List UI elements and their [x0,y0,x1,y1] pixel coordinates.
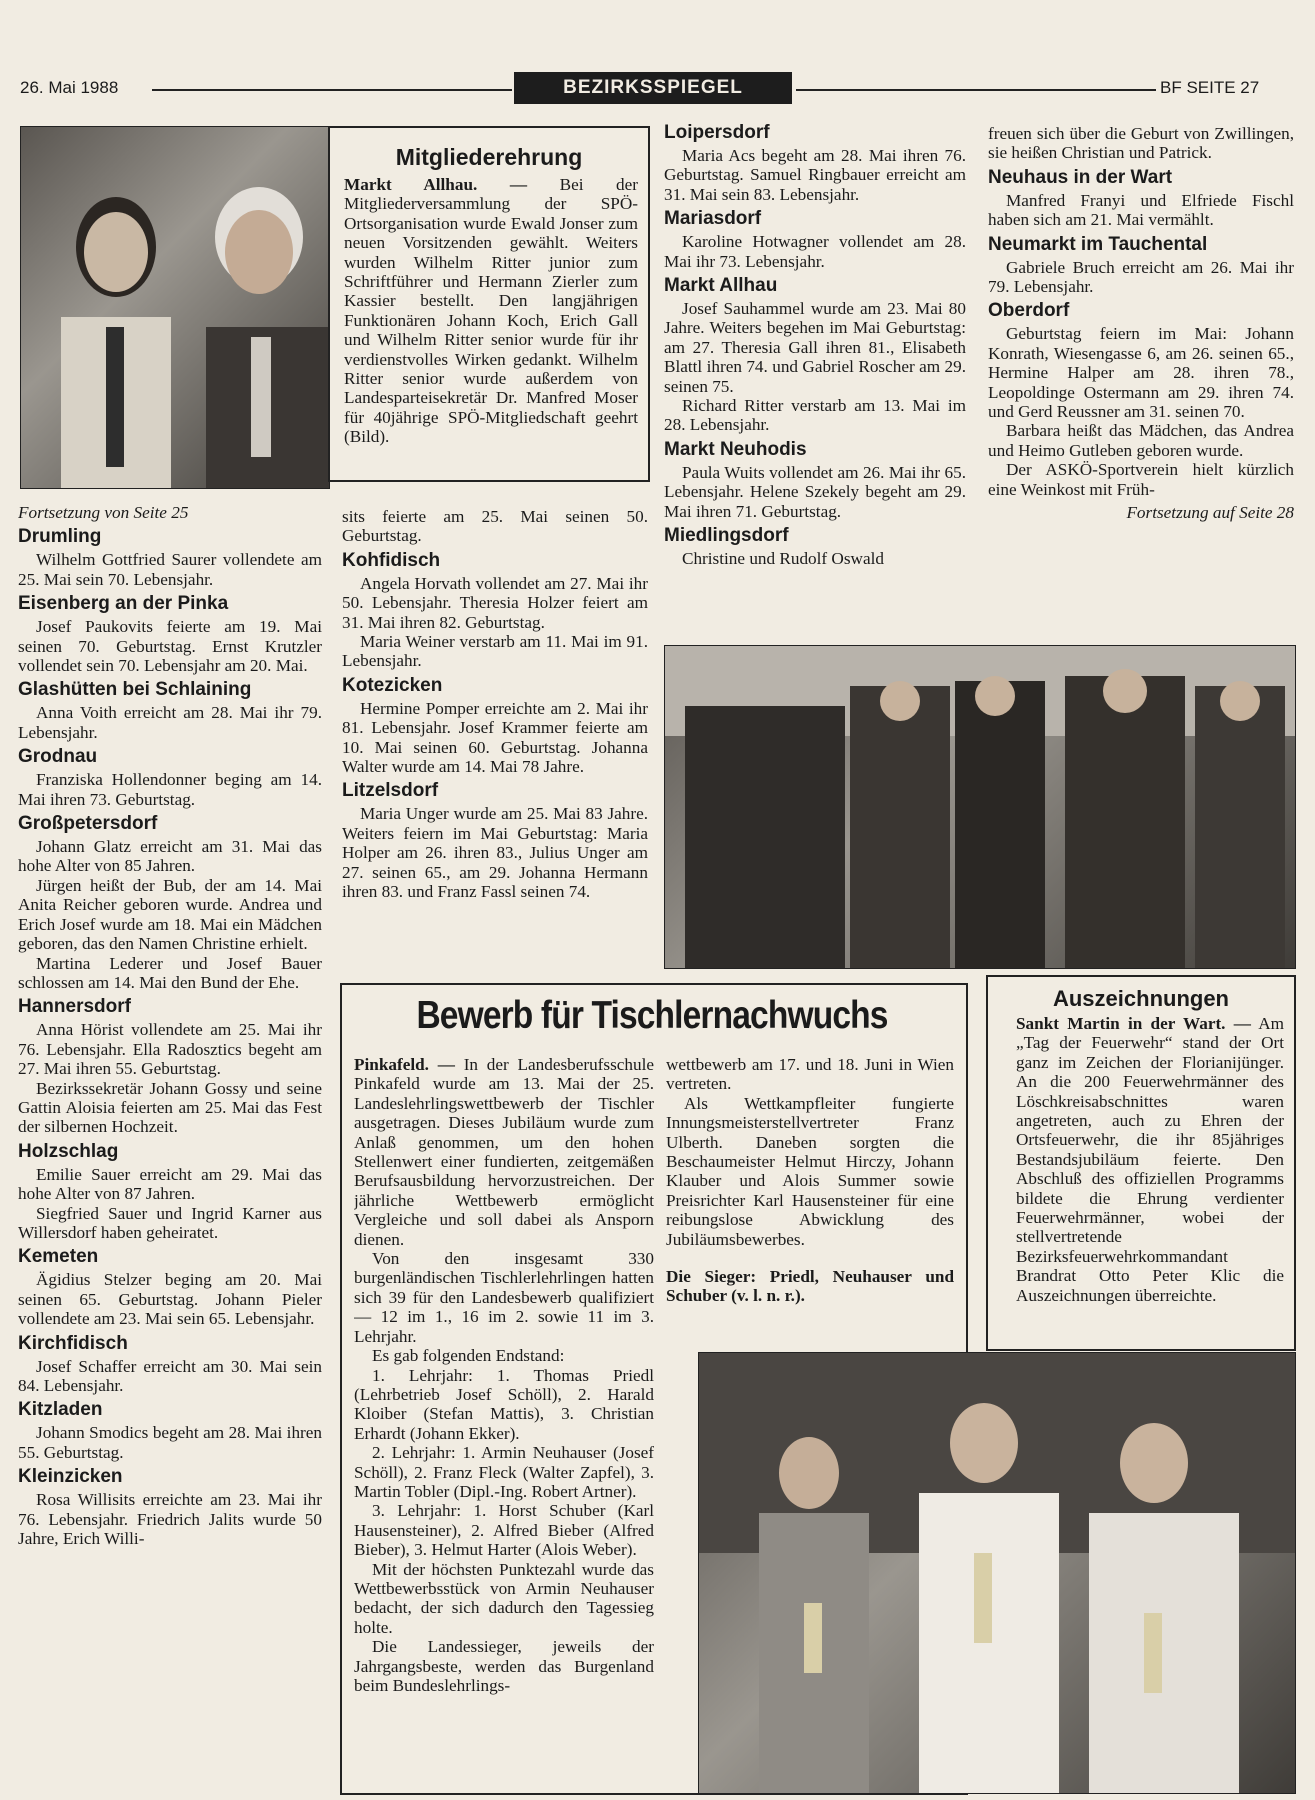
col1-heading: Kleinzicken [18,1466,123,1488]
col4-intro: freuen sich über die Geburt von Zwillingen, sie heißen Christian und Patrick. [988,124,1294,163]
col3-heading: Markt Neuhodis [664,438,807,460]
bewerb-col-b-body [666,1055,954,1249]
col3-paragraph: Christine und Rudolf Oswald [682,549,884,569]
col2-paragraph: Maria Weiner verstarb am 11. Mai im 91. Lebensjahr. [342,632,648,671]
section-banner: BEZIRKSSPIEGEL [514,72,792,104]
col1-paragraph: Johann Glatz erreicht am 31. Mai das hohe Alter von 85 Jahren. [18,837,322,876]
col2-heading: Kotezicken [342,674,443,696]
photo-firefighters [664,645,1296,969]
mitgliederehrung-body: Bei der Mitgliederversammlung der SPÖ-Ortsorganisation wurde Ewald Jonser zum neuen Vorsitzenden gewählt. Weiters wurden Wilhelm Ritter junior zum Schriftführer und Hermann Zierler zum Kassier bestellt. Den langjährigen Funktionären Johann Koch, Erich Gall und Wilhelm Ritter senior wurde für ihr verdienstvolles Wirken gedankt. Wilhelm Ritter senior wurde außerdem von Landesparteisekretär Dr. Manfred Moser für 40jährige SPÖ-Mitgliedschaft geehrt (Bild). [344,175,638,447]
column-3 [664,118,966,634]
col1-body [18,526,322,1548]
col1-heading: Großpetersdorf [18,813,158,835]
col1-paragraph: Anna Hörist vollendete am 25. Mai ihr 76. Lebensjahr. Ella Radosztics begeht am 27. Mai ihren 55. Geburtstag. [18,1020,322,1079]
col3-paragraph: Karoline Hotwagner vollendet am 28. Mai ihr 73. Lebensjahr. [664,232,966,271]
col4-paragraph: Gabriele Bruch erreicht am 26. Mai ihr 79. Lebensjahr. [988,257,1294,297]
auszeichnungen-text [988,1012,1294,1305]
col2-paragraph: Maria Unger wurde am 25. Mai 83 Jahre. Weiters feiern im Mai Geburtstag: Maria Holper am 26. ihren 83., Julius Unger am 27. seinen 65., am 29. Johanna Hermann ihren 83. und Franz Fassl seinen 74. [342,804,648,902]
column-2 [342,507,648,977]
col4-paragraph: Geburtstag feiern im Mai: Johann Konrath, Wiesengasse 6, am 26. seinen 65., Hermine Halper am 28. ihren 78., Leopoldinge Ostermann am 29. ihren 74. und Gerd Reussner am 31. seinen 70. [988,324,1294,422]
col2-paragraph: Hermine Pomper erreichte am 2. Mai ihr 81. Lebensjahr. Josef Krammer feierte am 10. Mai seinen 60. Geburtstag. Johanna Walter wurde am 14. Mai 78 Jahre. [342,698,648,777]
bewerb-title: Bewerb für Tischlernachwuchs [416,994,888,1037]
col1-heading: Grodnau [18,746,98,768]
bewerb-col-b-paragraph: wettbewerb am 17. und 18. Juni in Wien vertreten. [666,1055,954,1094]
col1-paragraph: Ägidius Stelzer beging am 20. Mai seinen 65. Geburtstag. Johann Pieler vollendete am 23. Mai sein 65. Lebensjahr. [18,1270,322,1329]
header-page: BF SEITE 27 [1160,78,1260,97]
bewerb-col-b-paragraph: Als Wettkampfleiter fungierte Innungsmeisterstellvertreter Franz Ulberth. Daneben sorgten die Beschaumeister Helmut Hirczy, Johann Klauber und Alois Summer sowie Preisrichter Karl Hausensteiner für eine reibungslose Abwicklung des Jubiläumsbewerbes. [666,1093,954,1249]
header-rule-right [796,89,1156,91]
col1-paragraph: Anna Voith erreicht am 28. Mai ihr 79. Lebensjahr. [18,703,322,742]
auszeichnungen-body: Am „Tag der Feuerwehr“ stand der Ort ganz im Zeichen der Florianijünger. An die 200 Feuerwehrmänner des Löschkreisabschnittes waren angetreten, auch zu Ehren der Ortsfeuerwehr, die ihr 85jähriges Bestandsjubiläum feierte. Den Abschluß des offiziellen Programms bildete die Ehrung verdienter Feuerwehrmänner, wobei der stellvertretende Bezirksfeuerwehrkommandant Brandrat Otto Peter Klic die Auszeichnungen überreichte. [1016,1014,1284,1305]
col1-paragraph: Franziska Hollendonner beging am 14. Mai ihren 73. Geburtstag. [18,770,322,809]
auszeichnungen-title: Auszeichnungen [1052,986,1229,1011]
col3-paragraph: Richard Ritter verstarb am 13. Mai im 28. Lebensjahr. [664,396,966,435]
bewerb-col-a [354,1055,654,1785]
col4-heading: Neumarkt im Tauchental [988,233,1208,255]
col1-paragraph: Josef Schaffer erreicht am 30. Mai sein 84. Lebensjahr. [18,1356,322,1395]
mitgliederehrung-title: Mitgliederehrung [395,144,583,170]
bewerb-col-a-body [354,1055,654,1695]
mitgliederehrung-text [330,171,648,447]
col4-heading: Oberdorf [988,300,1070,322]
bewerb-caption: Die Sieger: Priedl, Neuhauser und Schuber (v. l. n. r.). [666,1267,954,1306]
col1-heading: Kitzladen [18,1399,103,1421]
col1-heading: Drumling [18,526,102,548]
photo-trophy-winners [698,1352,1296,1794]
col1-paragraph: Jürgen heißt der Bub, der am 14. Mai Anita Reicher geboren wurde. Andrea und Erich Josef wurde am 18. Mai ein Mädchen geboren, das den Namen Christine erhielt. [18,875,322,954]
column-1 [18,503,322,1793]
col1-heading: Kirchfidisch [18,1332,128,1354]
mitgliederehrung-box [328,126,650,482]
bewerb-col-a-paragraph: 1. Lehrjahr: 1. Thomas Priedl (Lehrbetrieb Josef Schöll), 2. Harald Kloiber (Stefan Mattis), 3. Christian Erhardt (Johann Ekker). [354,1365,654,1443]
col1-paragraph: Emilie Sauer erreicht am 29. Mai das hohe Alter von 87 Jahren. [18,1164,322,1204]
auszeichnungen-box [986,975,1296,1351]
header-date: 26. Mai 1988 [20,78,119,97]
bewerb-col-a-lead: Pinkafeld. — [354,1055,455,1074]
bewerb-col-a-paragraph: Von den insgesamt 330 burgenländischen Tischlerlehrlingen hatten sich 39 für den Landesbewerb qualifiziert — 12 im 1., 16 im 2. sowie 11 im 3. Lehrjahr. [354,1249,654,1346]
bewerb-col-a-paragraph: 2. Lehrjahr: 1. Armin Neuhauser (Josef Schöll), 2. Franz Fleck (Walter Zapfel), 3. Martin Tobler (Dipl.-Ing. Robert Artner). [354,1443,654,1501]
col4-paragraph: Der ASKÖ-Sportverein hielt kürzlich eine Weinkost mit Früh- [988,460,1294,499]
bewerb-col-b [666,1055,954,1306]
bewerb-col-a-paragraph: 3. Lehrjahr: 1. Horst Schuber (Karl Hausensteiner), 2. Alfred Bieber (Alfred Bieber), 3. Helmut Harter (Alois Weber). [354,1501,654,1560]
col3-heading: Loipersdorf [664,122,770,143]
col3-paragraph: Maria Acs begeht am 28. Mai ihren 76. Geburtstag. Samuel Ringbauer erreicht am 31. Mai sein 83. Lebensjahr. [664,146,966,204]
photo-two-men-graphic [21,127,329,488]
mitgliederehrung-lead: Markt Allhau. — [344,175,528,194]
col1-heading: Holzschlag [18,1140,119,1162]
col4-body [988,167,1294,499]
col4-continued-note: Fortsetzung auf Seite 28 [1126,503,1294,523]
col1-paragraph: Martina Lederer und Josef Bauer schlossen am 14. Mai den Bund der Ehe. [18,953,322,992]
col1-paragraph: Rosa Willisits erreichte am 23. Mai ihr 76. Lebensjahr. Friedrich Jalits wurde 50 Jahre, Erich Willi- [18,1490,322,1549]
bewerb-col-a-paragraph: Mit der höchsten Punktezahl wurde das Wettbewerbsstück von Armin Neuhauser bedacht, der sich dadurch den Tagessieg holte. [354,1559,654,1637]
col1-continued-note: Fortsetzung von Seite 25 [18,503,189,522]
col1-paragraph: Johann Smodics begeht am 28. Mai ihren 55. Geburtstag. [18,1423,322,1462]
col1-paragraph: Bezirkssekretär Johann Gossy und seine Gattin Aloisia feierten am 25. Mai das Fest der silbernen Hochzeit. [18,1078,322,1137]
photo-firefighters-graphic [665,646,1295,968]
col3-heading: Miedlingsdorf [664,525,789,547]
col3-paragraph: Paula Wuits vollendet am 26. Mai ihr 65. Lebensjahr. Helene Szekely begeht am 29. Mai ihren 71. Geburtstag. [664,462,966,521]
col1-paragraph: Siegfried Sauer und Ingrid Karner aus Willersdorf haben geheiratet. [18,1203,322,1242]
col4-heading: Neuhaus in der Wart [988,166,1173,188]
col2-body [342,550,648,902]
col1-heading: Hannersdorf [18,996,131,1018]
col3-body [664,122,966,569]
col4-paragraph: Manfred Franyi und Elfriede Fischl haben sich am 21. Mai vermählt. [988,190,1294,230]
col3-heading: Mariasdorf [664,208,762,230]
col1-paragraph: Josef Paukovits feierte am 19. Mai seinen 70. Geburtstag. Ernst Krutzler vollendet sein 70. Lebensjahr am 20. Mai. [18,617,322,676]
col3-heading: Markt Allhau [664,275,778,297]
header-rule-left [152,89,512,91]
bewerb-col-a-paragraph: Die Landessieger, jeweils der Jahrgangsbeste, werden das Burgenland beim Bundeslehrlings- [354,1637,654,1695]
col2-intro: sits feierte am 25. Mai seinen 50. Geburtstag. [342,507,648,546]
col1-heading: Glashütten bei Schlaining [18,679,252,701]
bewerb-col-a-paragraph: Pinkafeld. — In der Landesberufsschule Pinkafeld wurde am 13. Mai der 25. Landeslehrlingswettbewerb der Tischler ausgetragen. Dieses Jubiläum wurde zum Anlaß genommen, um den hohen Stellenwert einer fundierten, zeitgemäßen Berufsausbildung hervorzustreichen. Der jährliche Wettbewerb ermöglicht Vergleiche und soll dabei als Ansporn dienen. [354,1055,654,1249]
col1-heading: Kemeten [18,1246,99,1268]
auszeichnungen-lead: Sankt Martin in der Wart. — [1016,1014,1251,1033]
column-4 [988,124,1294,630]
col4-paragraph: Barbara heißt das Mädchen, das Andrea und Heimo Gutleben geboren wurde. [988,421,1294,460]
col2-heading: Litzelsdorf [342,780,439,802]
photo-two-men [20,126,330,489]
bewerb-col-a-paragraph: Es gab folgenden Endstand: [372,1346,565,1366]
col1-paragraph: Wilhelm Gottfried Saurer vollendete am 25. Mai sein 70. Lebensjahr. [18,550,322,589]
col2-paragraph: Angela Horvath vollendet am 27. Mai ihr 50. Lebensjahr. Theresia Holzer feiert am 31. Mai ihren 82. Geburtstag. [342,573,648,632]
col3-paragraph: Josef Sauhammel wurde am 23. Mai 80 Jahre. Weiters begehen im Mai Geburtstag: am 27. Theresia Gall ihren 81., Elisabeth Blattl ihren 74. und Gabriel Roscher am 29. seinen 75. [664,299,966,396]
col2-heading: Kohfidisch [342,549,441,571]
photo-trophy-winners-graphic [699,1353,1295,1793]
col1-heading: Eisenberg an der Pinka [18,593,229,615]
